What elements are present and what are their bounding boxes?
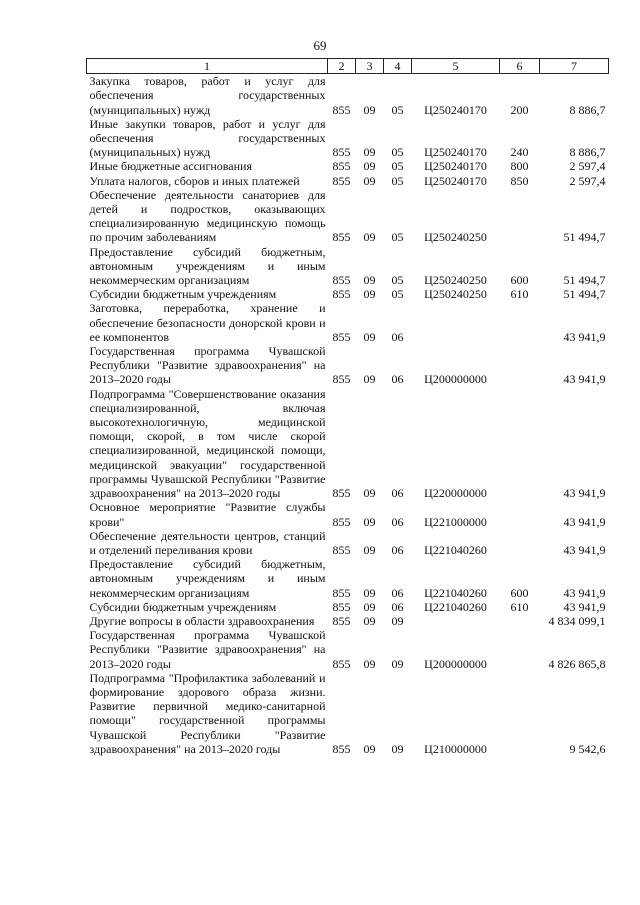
- row-name: Уплата налогов, сборов и иных платежей: [89, 173, 300, 188]
- row-section-code: 09: [363, 599, 376, 614]
- row-section-code: 09: [363, 159, 376, 174]
- row-ministry-code: 855: [332, 599, 351, 614]
- row-expense-type: 600: [510, 585, 529, 600]
- row-section-code: 09: [363, 173, 376, 188]
- row-expense-type: 610: [510, 287, 529, 302]
- table-row: [87, 600, 609, 614]
- row-target-article: [412, 301, 500, 344]
- row-ministry-code: 855: [332, 102, 351, 117]
- row-amount: 43 941,9: [563, 372, 606, 387]
- row-name: Государственная программа Чувашской Республики "Развитие здравоохранения" на 2013–2020 годы: [89, 628, 326, 671]
- row-subsection-code: 05: [391, 230, 404, 245]
- row-name: Государственная программа Чувашской Республики "Развитие здравоохранения" на 2013–2020 годы: [89, 344, 326, 387]
- row-name: Обеспечение деятельности санаториев для детей и подростков, оказывающих специализированную медицинскую помощь по прочим заболеваниям: [89, 187, 326, 245]
- row-name: Подпрограмма "Совершенствование оказания специализированной, включая высокотехнологичную, медицинской помощи, скорой, в том числе скорой специализированной, медицинской помощи, медицинской эвакуации" государственной программы Чувашской Республики "Развитие здравоохранения" на 2013–2020 годы: [89, 386, 326, 501]
- row-section-code: 09: [363, 585, 376, 600]
- row-amount: 43 941,9: [563, 599, 606, 614]
- table-row: [87, 387, 609, 501]
- row-amount: 4 834 099,1: [548, 613, 606, 628]
- row-section-code: 09: [363, 145, 376, 160]
- row-amount: 8 886,7: [569, 102, 606, 117]
- row-name: Другие вопросы в области здравоохранения: [89, 613, 315, 628]
- row-amount: 51 494,7: [563, 273, 606, 288]
- row-target-article: Ц221040260: [424, 585, 487, 600]
- row-ministry-code: 855: [332, 741, 351, 756]
- row-subsection-code: 09: [391, 656, 404, 671]
- header-col-7: 7: [540, 59, 609, 74]
- row-target-article: Ц250240170: [424, 173, 487, 188]
- row-expense-type: 800: [510, 159, 529, 174]
- row-name: Субсидии бюджетным учреждениям: [89, 287, 277, 302]
- table-row: [87, 557, 609, 600]
- row-section-code: 09: [363, 329, 376, 344]
- row-expense-type: 200: [510, 102, 529, 117]
- row-subsection-code: 05: [391, 273, 404, 288]
- row-name: Подпрограмма "Профилактика заболеваний и формирование здорового образа жизни. Развитие первичной медико-санитарной помощи" государственной программы Чувашской Республики "Развитие здравоохранения" на 2013–2020 годы: [89, 670, 326, 756]
- row-ministry-code: 855: [332, 145, 351, 160]
- row-ministry-code: 855: [332, 656, 351, 671]
- row-name: Закупка товаров, работ и услуг для обеспечения государственных (муниципальных) нужд: [89, 74, 326, 117]
- row-expense-type: [500, 628, 540, 671]
- row-amount: 2 597,4: [569, 159, 606, 174]
- header-col-4: 4: [384, 59, 412, 74]
- row-ministry-code: 855: [332, 287, 351, 302]
- table-row: [87, 671, 609, 756]
- table-row: [87, 500, 609, 528]
- row-subsection-code: 06: [391, 329, 404, 344]
- row-amount: 9 542,6: [569, 741, 606, 756]
- row-ministry-code: 855: [332, 542, 351, 557]
- row-section-code: 09: [363, 287, 376, 302]
- row-subsection-code: 09: [391, 613, 404, 628]
- row-ministry-code: 855: [332, 273, 351, 288]
- row-target-article: Ц220000000: [424, 486, 487, 501]
- row-target-article: Ц250240170: [424, 145, 487, 160]
- row-section-code: 09: [363, 102, 376, 117]
- table-row: [87, 159, 609, 173]
- row-expense-type: 240: [510, 145, 529, 160]
- row-subsection-code: 05: [391, 102, 404, 117]
- row-ministry-code: 855: [332, 372, 351, 387]
- row-target-article: Ц221040260: [424, 542, 487, 557]
- row-ministry-code: 855: [332, 173, 351, 188]
- row-subsection-code: 06: [391, 599, 404, 614]
- table-row: [87, 188, 609, 245]
- page-number: 69: [313, 38, 327, 53]
- row-amount: 43 941,9: [563, 486, 606, 501]
- row-expense-type: [500, 500, 540, 528]
- row-target-article: Ц200000000: [424, 372, 487, 387]
- row-target-article: Ц250240250: [424, 230, 487, 245]
- header-col-6: 6: [500, 59, 540, 74]
- row-target-article: Ц250240250: [424, 287, 487, 302]
- table-row: [87, 287, 609, 301]
- row-amount: 43 941,9: [563, 329, 606, 344]
- row-target-article: Ц221000000: [424, 514, 487, 529]
- header-col-1: 1: [87, 59, 328, 74]
- row-expense-type: [500, 614, 540, 628]
- row-amount: 2 597,4: [569, 173, 606, 188]
- header-row: [87, 59, 609, 74]
- row-section-code: 09: [363, 273, 376, 288]
- row-expense-type: [500, 301, 540, 344]
- row-subsection-code: 06: [391, 542, 404, 557]
- row-expense-type: [500, 671, 540, 756]
- row-name: Основное мероприятие "Развитие службы крови": [89, 500, 326, 529]
- row-expense-type: [500, 344, 540, 387]
- table-row: [87, 344, 609, 387]
- table-row: [87, 174, 609, 188]
- row-subsection-code: 09: [391, 741, 404, 756]
- row-section-code: 09: [363, 613, 376, 628]
- table-row: [87, 74, 609, 117]
- row-target-article: Ц221040260: [424, 599, 487, 614]
- row-amount: 43 941,9: [563, 542, 606, 557]
- row-subsection-code: 05: [391, 173, 404, 188]
- table-row: [87, 117, 609, 160]
- row-amount: 43 941,9: [563, 514, 606, 529]
- row-section-code: 09: [363, 741, 376, 756]
- table-row: [87, 614, 609, 628]
- row-ministry-code: 855: [332, 329, 351, 344]
- row-expense-type: 850: [510, 173, 529, 188]
- row-target-article: Ц250240170: [424, 159, 487, 174]
- row-name: Субсидии бюджетным учреждениям: [89, 599, 277, 614]
- row-expense-type: [500, 529, 540, 557]
- header-col-5: 5: [412, 59, 500, 74]
- row-amount: 43 941,9: [563, 585, 606, 600]
- row-ministry-code: 855: [332, 514, 351, 529]
- table-row: [87, 628, 609, 671]
- table-row: [87, 301, 609, 344]
- row-section-code: 09: [363, 542, 376, 557]
- row-expense-type: [500, 188, 540, 245]
- row-target-article: Ц250240250: [424, 273, 487, 288]
- row-subsection-code: 06: [391, 585, 404, 600]
- row-subsection-code: 06: [391, 372, 404, 387]
- row-subsection-code: 05: [391, 145, 404, 160]
- row-target-article: Ц250240170: [424, 102, 487, 117]
- row-amount: 8 886,7: [569, 145, 606, 160]
- row-section-code: 09: [363, 372, 376, 387]
- row-name: Предоставление субсидий бюджетным, автономным учреждениям и иным некоммерческим организациям: [89, 557, 326, 600]
- row-name: Предоставление субсидий бюджетным, автономным учреждениям и иным некоммерческим организациям: [89, 244, 326, 288]
- row-subsection-code: 05: [391, 159, 404, 174]
- row-expense-type: [500, 387, 540, 501]
- table-row: [87, 529, 609, 557]
- row-name: Обеспечение деятельности центров, станций и отделений переливания крови: [89, 528, 326, 557]
- row-name: Иные закупки товаров, работ и услуг для обеспечения государственных (муниципальных) нужд: [89, 116, 326, 160]
- row-target-article: Ц200000000: [424, 656, 487, 671]
- row-expense-type: 600: [510, 273, 529, 288]
- row-ministry-code: 855: [332, 159, 351, 174]
- row-ministry-code: 855: [332, 230, 351, 245]
- row-subsection-code: 06: [391, 514, 404, 529]
- budget-table: [86, 58, 609, 756]
- table-body: [87, 74, 609, 756]
- row-ministry-code: 855: [332, 486, 351, 501]
- row-name: Иные бюджетные ассигнования: [89, 159, 252, 174]
- row-name: Заготовка, переработка, хранение и обеспечение безопасности донорской крови и ее компонентов: [89, 301, 326, 344]
- row-ministry-code: 855: [332, 613, 351, 628]
- row-section-code: 09: [363, 230, 376, 245]
- row-amount: 51 494,7: [563, 287, 606, 302]
- row-subsection-code: 06: [391, 486, 404, 501]
- row-amount: 51 494,7: [563, 230, 606, 245]
- row-target-article: Ц210000000: [424, 741, 487, 756]
- header-col-3: 3: [356, 59, 384, 74]
- row-section-code: 09: [363, 656, 376, 671]
- header-col-2: 2: [328, 59, 356, 74]
- row-ministry-code: 855: [332, 585, 351, 600]
- row-amount: 4 826 865,8: [548, 656, 606, 671]
- row-target-article: [412, 614, 500, 628]
- row-expense-type: 610: [510, 599, 529, 614]
- row-section-code: 09: [363, 486, 376, 501]
- row-subsection-code: 05: [391, 287, 404, 302]
- table-row: [87, 245, 609, 288]
- row-section-code: 09: [363, 514, 376, 529]
